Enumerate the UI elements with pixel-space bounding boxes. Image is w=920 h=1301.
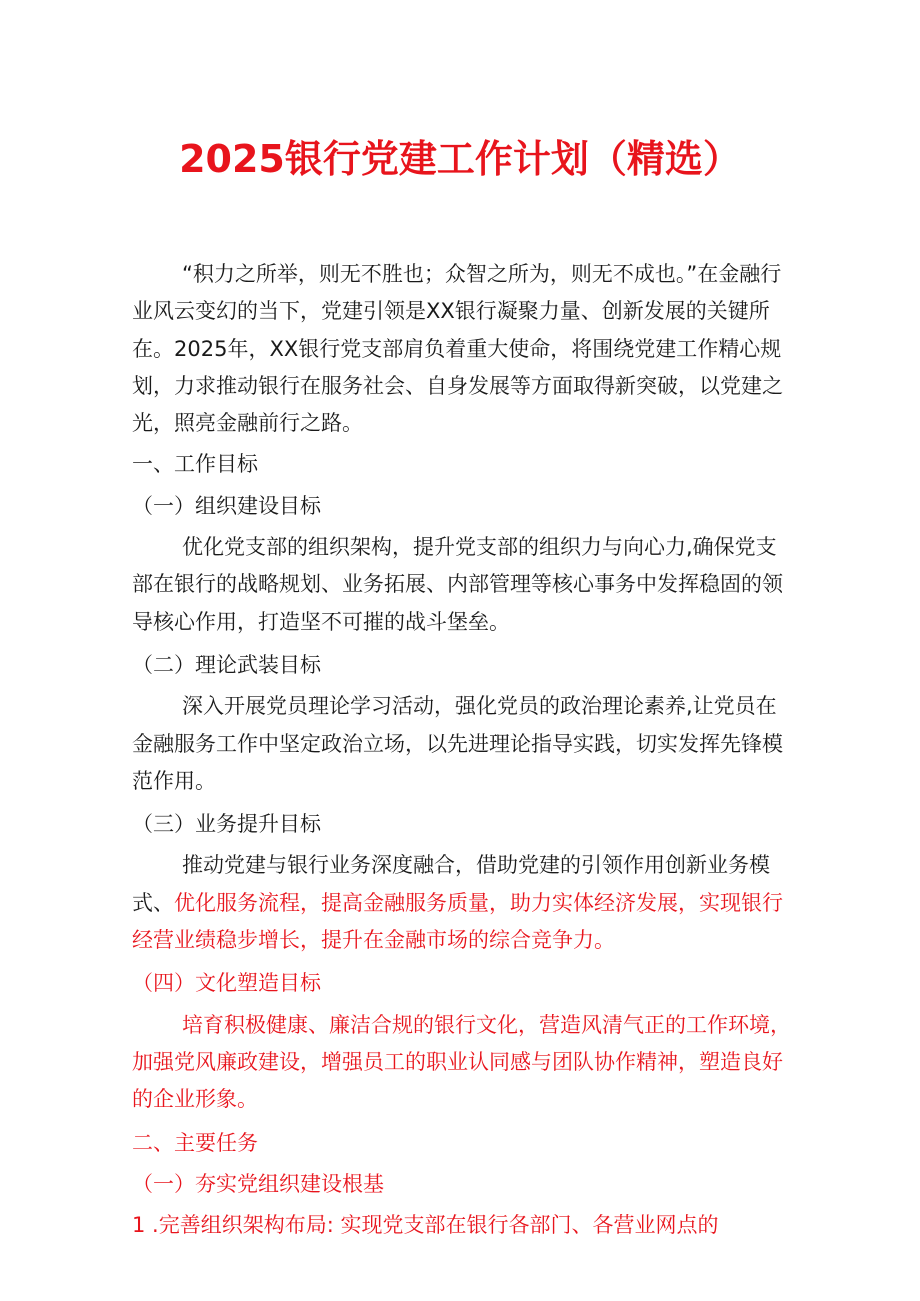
section-2-heading: 二、主要任务 [132,1130,258,1155]
section-1-sub-3-text-red: 优化服务流程，提高金融服务质量，助力实体经济发展，实现银行经营业绩稳步增长，提升在金融市场的综合竞争力。 [132,890,783,953]
document-body [132,256,792,1244]
section-1-sub-3-heading: （三）业务提升目标 [132,812,321,837]
section-1-heading: 一、工作目标 [132,452,258,477]
section-2-sub-1-heading: （一）夯实党组织建设根基 [132,1171,384,1196]
section-1-sub-2-heading: （二）理论武装目标 [132,652,321,677]
section-1-sub-1-heading: （一）组织建设目标 [132,493,321,518]
section-1-sub-4-text: 培育积极健康、廉洁合规的银行文化，营造风清气正的工作环境，加强党风廉政建设，增强员工的职业认同感与团队协作精神，塑造良好的企业形象。 [132,1012,791,1112]
section-1-sub-4-heading: （四）文化塑造目标 [132,971,321,996]
section-1-sub-2-text: 深入开展党员理论学习活动，强化党员的政治理论素养,让党员在金融服务工作中坚定政治立场，以先进理论指导实践，切实发挥先锋模范作用。 [132,694,783,793]
section-1-sub-3-text-black: 推动党建与银行业务深度融合，借助党建的引领作用创新业务模式、 [132,853,770,915]
section-1-sub-3-text [132,847,792,959]
section-1-sub-1-text: 优化党支部的组织架构，提升党支部的组织力与向心力,确保党支部在银行的战略规划、业务拓展、内部管理等核心事务中发挥稳固的领导核心作用，打造坚不可摧的战斗堡垒。 [132,535,783,634]
section-2-item-1: 1 .完善组织架构布局: 实现党支部在银行各部门、各营业网点的 [132,1213,719,1238]
intro-paragraph: “积力之所举，则无不胜也；众智之所为，则无不成也。”在金融行业风云变幻的当下，党建引领是XX银行凝聚力量、创新发展的关键所在。2025年，XX银行党支部肩负着重大使命，将围绕党建工作精心规划，力求推动银行在服务社会、自身发展等方面取得新突破，以党建之光，照亮金融前行之路。 [132,262,783,436]
document-title: 2025银行党建工作计划（精选） [179,137,741,181]
